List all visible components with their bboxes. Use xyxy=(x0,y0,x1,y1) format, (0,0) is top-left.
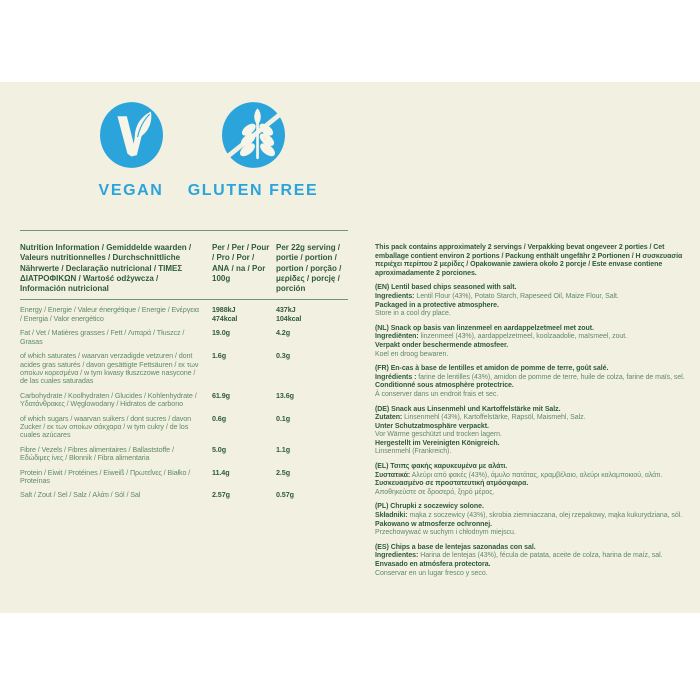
nutrient-label: Fibre / Vezels / Fibres alimentaires / Ballaststoffe / Εδώδιμες ίνες / Błonnik / Fibra alimentaria xyxy=(20,444,174,463)
nutrition-table-header xyxy=(20,231,348,300)
ingredients-line: (ES) Chips a base de lentejas sazonadas con sal. xyxy=(375,543,536,551)
value-per-100g: 11.4g xyxy=(212,467,230,477)
ingredients-line: Conservar en un lugar fresco y seco. xyxy=(375,569,488,577)
ingredients-line: Hergestellt im Vereinigten Königreich. xyxy=(375,439,500,447)
value-per-100g: 61.9g xyxy=(212,390,230,400)
ingredients-line: Verpakt onder beschermende atmosfeer. xyxy=(375,341,509,349)
table-row xyxy=(20,352,348,386)
value-per-serving: 0.57g xyxy=(276,490,294,500)
nutrient-label: Energy / Energie / Valeur énergétique / Energie / Ενέργεια / Energia / Valor energético xyxy=(20,305,199,323)
ingredients-line: À conserver dans un endroit frais et sec. xyxy=(375,390,499,398)
gluten-free-label: GLUTEN FREE xyxy=(187,182,319,199)
ingredients-line: Συστατικά: Αλεύρι από φακές (43%), άμυλο πατάτας, κραμβέλαιο, αλεύρι καλαμποκιού, αλάτι. xyxy=(375,471,663,479)
value-per-serving: 0.1g xyxy=(276,413,290,423)
info-column xyxy=(375,244,687,584)
ingredients-line: Packaged in a protective atmosphere. xyxy=(375,301,499,309)
table-row xyxy=(20,469,348,486)
ingredients-line: Ingrédients : farine de lentilles (43%), amidon de pomme de terre, huile de colza, farine de maïs, sel. xyxy=(375,373,685,381)
header-nutrition-information: Nutrition Information / Gemiddelde waarden / Valeurs nutritionnelles / Durchschnittliche Nährwerte / Declaração nutricional / ΤΙΜΕΣ ΔΙΑΤΡΟΦΙΚΩΝ / Wartość odżywcza / Información nutricional xyxy=(20,243,192,294)
ingredients-block-el xyxy=(375,463,687,497)
ingredients-block-en xyxy=(375,284,687,318)
ingredients-line: Vor Wärme geschützt und trocken lagern. xyxy=(375,431,502,439)
ingredients-block-pl xyxy=(375,503,687,537)
table-row xyxy=(20,491,348,499)
value-per-serving: 437kJ 104kcal xyxy=(276,305,302,323)
ingredients-line: Przechowywać w suchym i chłodnym miejscu. xyxy=(375,529,516,537)
ingredients-line: Envasado en atmósfera protectora. xyxy=(375,561,491,568)
ingredients-block-fr xyxy=(375,365,687,399)
ingredients-line: (EL) Τσιπς φακής καρυκευμένα με αλάτι. xyxy=(375,463,508,471)
header-per-100g: Per / Per / Pour / Pro / Por / ΑΝΑ / na / Por 100g xyxy=(212,243,270,283)
ingredients-block-de xyxy=(375,406,687,458)
ingredients-line: (PL) Chrupki z soczewicy solone. xyxy=(375,503,484,511)
ingredients-line: (NL) Snack op basis van linzenmeel en aardappelzetmeel met zout. xyxy=(375,324,594,332)
nutrition-table xyxy=(20,230,348,506)
gluten-free-badge xyxy=(178,100,328,200)
nutrient-label: Protein / Eiwit / Protéines / Eiweiß / Πρωτεΐνες / Białko / Proteínas xyxy=(20,467,191,485)
ingredients-line: Składniki: mąka z soczewicy (43%), skrobia ziemniaczana, olej rzepakowy, mąka kukurydziana, sól. xyxy=(375,512,683,520)
ingredients-line: Conditionné sous atmosphère protectrice. xyxy=(375,382,514,390)
vegan-icon xyxy=(98,100,165,170)
nutrient-label: Carbohydrate / Koolhydraten / Glucides / Kohlenhydrate / Υδατάνθρακες / Węglowodany / Hidratos de carbono xyxy=(20,390,197,409)
nutrient-label: Salt / Zout / Sel / Salz / Αλάτι / Sól / Sal xyxy=(20,490,141,500)
ingredients-line: Koel en droog bewaren. xyxy=(375,350,449,358)
ingredients-line: Pakowano w atmosferze ochronnej. xyxy=(375,520,493,528)
value-per-100g: 2.57g xyxy=(212,490,230,500)
ingredients-line: Συσκευασμένο σε προστατευτική ατμόσφαιρα. xyxy=(375,480,529,488)
value-per-100g: 0.6g xyxy=(212,413,226,423)
value-per-100g: 1988kJ 474kcal xyxy=(212,305,238,323)
gluten-free-icon xyxy=(220,100,287,170)
nutrient-label: of which saturates / waarvan verzadigde vetzuren / dont acides gras saturés / davon gesättigte Fettsäuren / εκ των οποίων κορεσμένα / w tym kwasy tłuszczowe nasycone / de las cuales saturadas xyxy=(20,351,199,386)
servings-note: This pack contains approximately 2 servings / Verpakking bevat ongeveer 2 porties / Cet emballage contient environ 2 portions / Packung enthält ungefähr 2 Portionen / Η συσκευασία περιέχει περίπου 2 μερίδες / Opakowanie zawiera około 2 porcje / Este envase contiene aproximadamente 2 porciones. xyxy=(375,244,683,277)
ingredients-line: (EN) Lentil based chips seasoned with salt. xyxy=(375,284,517,292)
ingredients-block-nl xyxy=(375,325,687,359)
table-row xyxy=(20,329,348,346)
value-per-100g: 19.0g xyxy=(212,328,230,338)
ingredients-line: Αποθηκεύστε σε δροσερό, ξηρό μέρος. xyxy=(375,488,495,496)
table-row xyxy=(20,446,348,463)
table-row xyxy=(20,415,348,440)
value-per-serving: 1.1g xyxy=(276,444,290,454)
cream-panel xyxy=(0,82,700,613)
value-per-serving: 2.5g xyxy=(276,467,290,477)
nutrient-label: of which sugars / waarvan suikers / dont sucres / davon Zucker / εκ των οποίων σάκχαρα / w tym cukry / de los cuales azúcares xyxy=(20,413,192,440)
ingredients-line: (FR) En-cas à base de lentilles et amidon de pomme de terre, goût salé. xyxy=(375,365,609,373)
ingredients-block-es xyxy=(375,544,687,578)
ingredients-line: Ingredientes: Harina de lentejas (43%), fécula de patata, aceite de colza, harina de maíz, sal. xyxy=(375,552,663,560)
value-per-serving: 0.3g xyxy=(276,351,290,361)
ingredients-line: Linsenmehl (Frankreich). xyxy=(375,448,452,456)
vegan-label: VEGAN xyxy=(98,182,164,199)
ingredients-line: Store in a cool dry place. xyxy=(375,310,451,318)
ingredients-line: Zutaten: Linsenmehl (43%), Kartoffelstärke, Rapsöl, Maismehl, Salz. xyxy=(375,414,586,422)
nutrient-label: Fat / Vet / Matières grasses / Fett / Λιπαρά / Tłuszcz / Grasas xyxy=(20,328,185,346)
language-blocks xyxy=(375,284,687,578)
value-per-serving: 13.6g xyxy=(276,390,294,400)
value-per-100g: 5.0g xyxy=(212,444,226,454)
table-row xyxy=(20,392,348,409)
table-row xyxy=(20,306,348,323)
value-per-100g: 1.6g xyxy=(212,351,226,361)
ingredients-line: Ingredients: Lentil Flour (43%), Potato Starch, Rapeseed Oil, Maize Flour, Salt. xyxy=(375,292,619,300)
header-per-serving: Per 22g serving / portie / portion / portion / porção / μερίδες / porcję / porción xyxy=(276,243,342,294)
value-per-serving: 4.2g xyxy=(276,328,290,338)
ingredients-line: Ingrediënten: linzenmeel (43%), aardappelzetmeel, koolzaadolie, maïsmeel, zout. xyxy=(375,333,628,341)
ingredients-line: Unter Schutzatmosphäre verpackt. xyxy=(375,422,489,430)
ingredients-line: (DE) Snack aus Linsenmehl und Kartoffelstärke mit Salz. xyxy=(375,405,561,413)
nutrition-rows xyxy=(20,300,348,499)
